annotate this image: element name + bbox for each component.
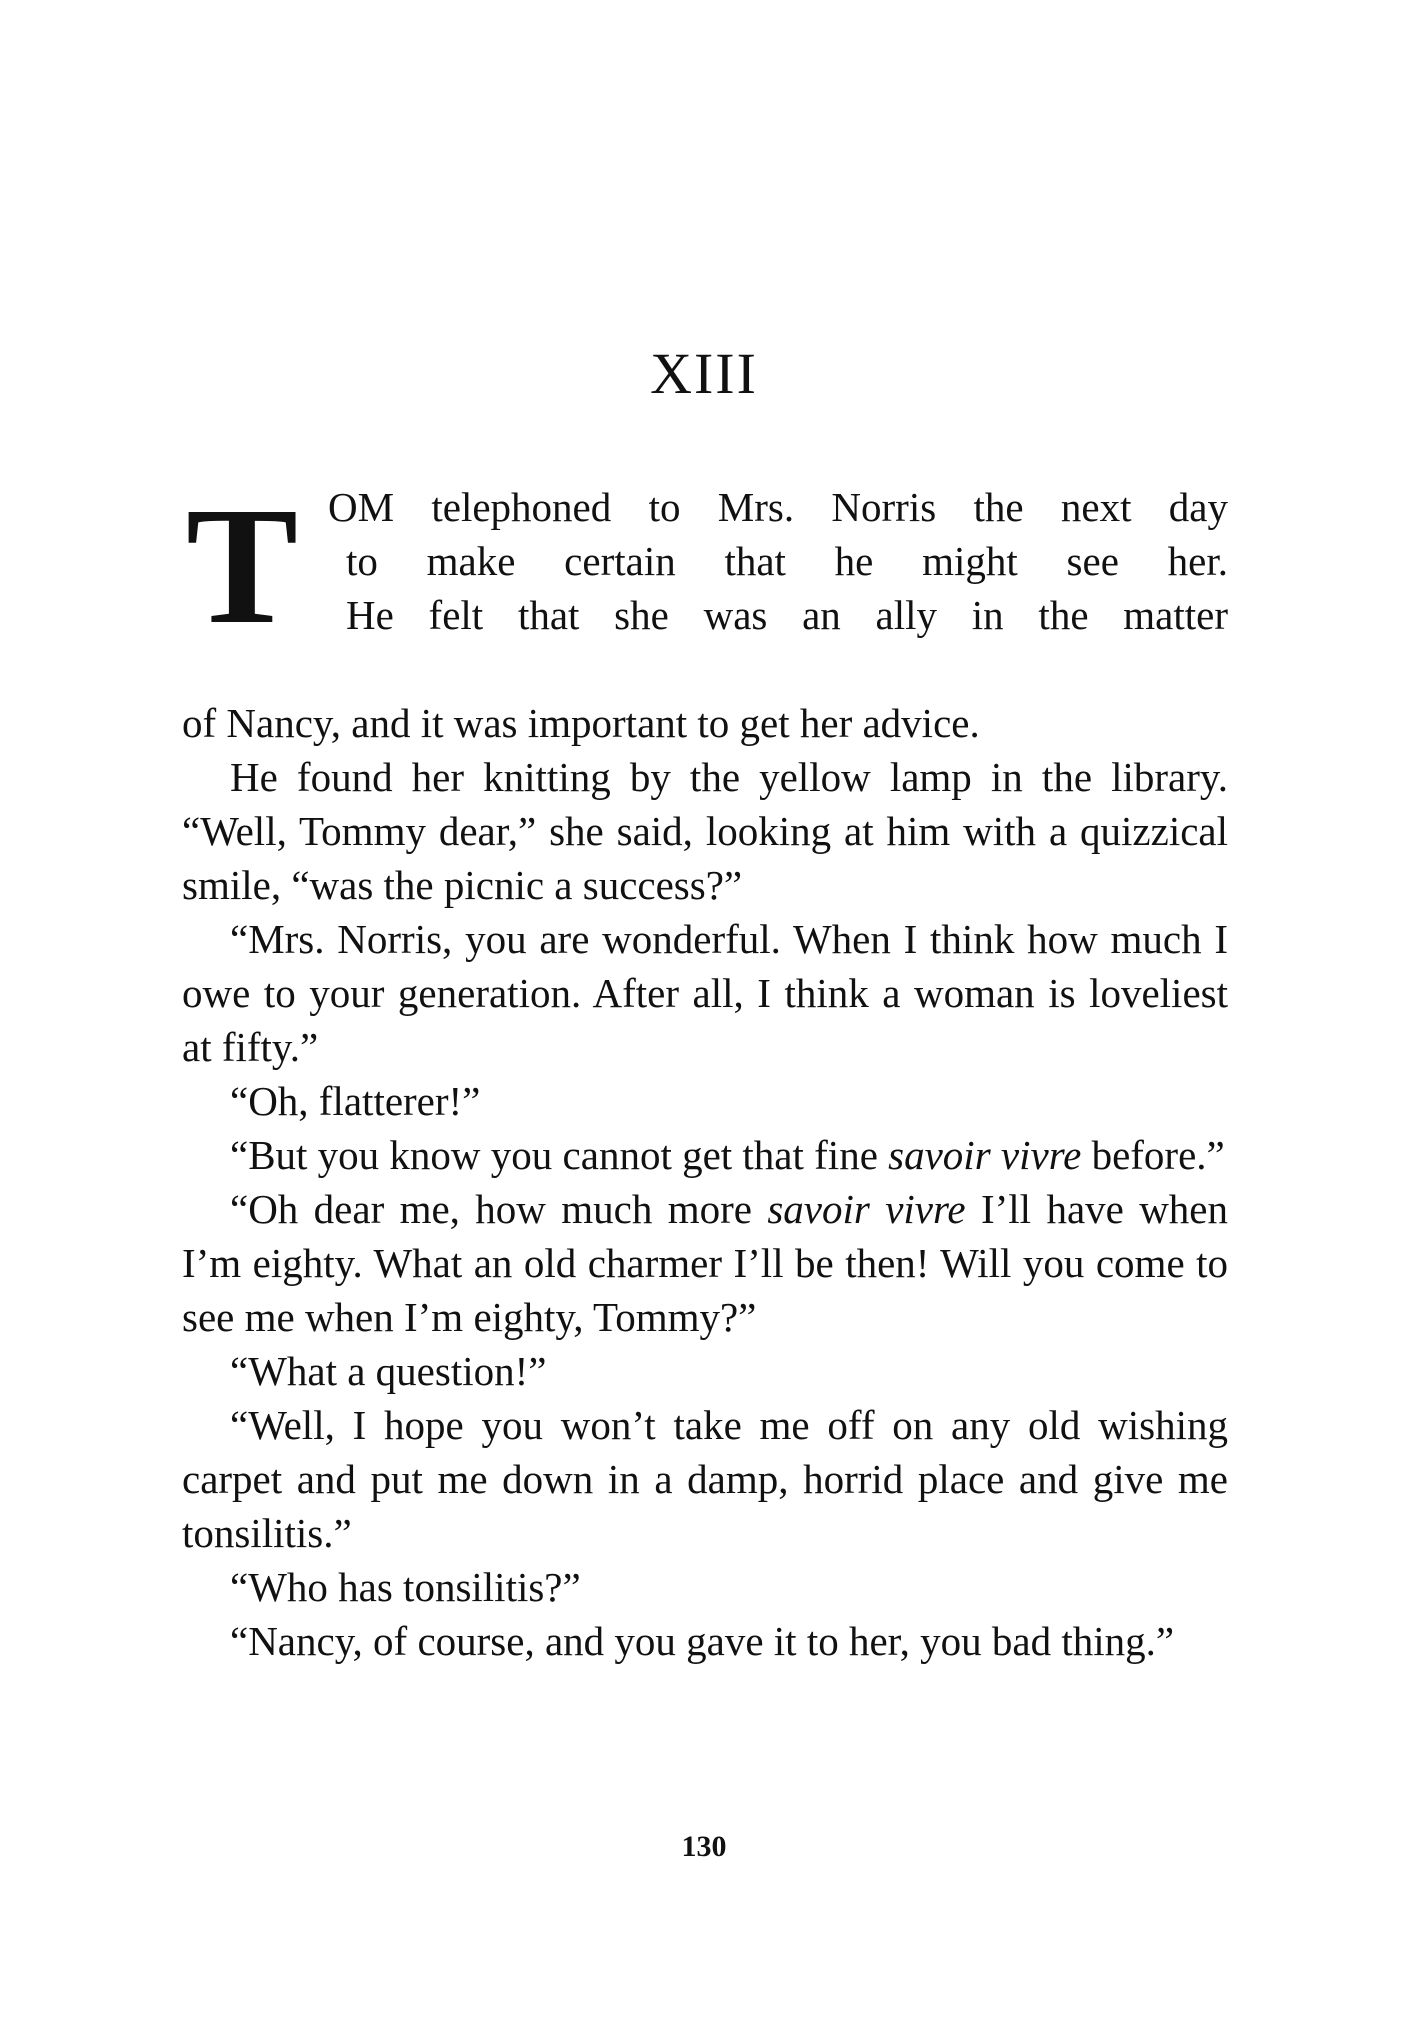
- paragraph: “Nancy, of course, and you gave it to her, you bad thing.”: [230, 1618, 1175, 1664]
- text-run: before.”: [1081, 1132, 1225, 1178]
- drop-cap: T: [186, 473, 299, 659]
- text-run: “But you know you cannot get that fine: [230, 1132, 889, 1178]
- paragraph: “What a question!”: [230, 1348, 547, 1394]
- opening-lines: [328, 480, 1228, 642]
- paragraph: [182, 1128, 1228, 1182]
- text-run: I’ll have when I’m eighty. What an old charmer I’ll be then! Will you come to see me when I’m eighty, Tommy?”: [182, 1186, 1229, 1340]
- text-run: “Oh dear me, how much more: [230, 1186, 768, 1232]
- paragraph: “Who has tonsilitis?”: [230, 1564, 581, 1610]
- paragraph: “Oh, flatterer!”: [230, 1078, 481, 1124]
- paragraph: He found her knitting by the yellow lamp in the library. “Well, Tommy dear,” she said, looking at him with a quizzical smile, “was the picnic a success?”: [182, 754, 1228, 908]
- page-number: 130: [681, 1830, 727, 1863]
- paragraph: of Nancy, and it was important to get her advice.: [182, 700, 980, 746]
- italic-phrase: savoir vivre: [767, 1186, 966, 1232]
- opening-line: He felt that she was an ally in the matter: [346, 592, 1228, 638]
- paragraph: “Mrs. Norris, you are wonderful. When I think how much I owe to your generation. After all, I think a woman is loveliest at fifty.”: [182, 916, 1228, 1070]
- paragraph: [182, 1182, 1228, 1344]
- opening-line: OM telephoned to Mrs. Norris the next day: [328, 484, 1228, 530]
- opening-line: to make certain that he might see her.: [346, 538, 1228, 584]
- paragraph: “Well, I hope you won’t take me off on any old wishing carpet and put me down in a damp, horrid place and give me tonsilitis.”: [182, 1402, 1228, 1556]
- body-text: [182, 696, 1228, 1668]
- chapter-heading: XIII: [650, 341, 758, 406]
- italic-phrase: savoir vivre: [888, 1132, 1082, 1178]
